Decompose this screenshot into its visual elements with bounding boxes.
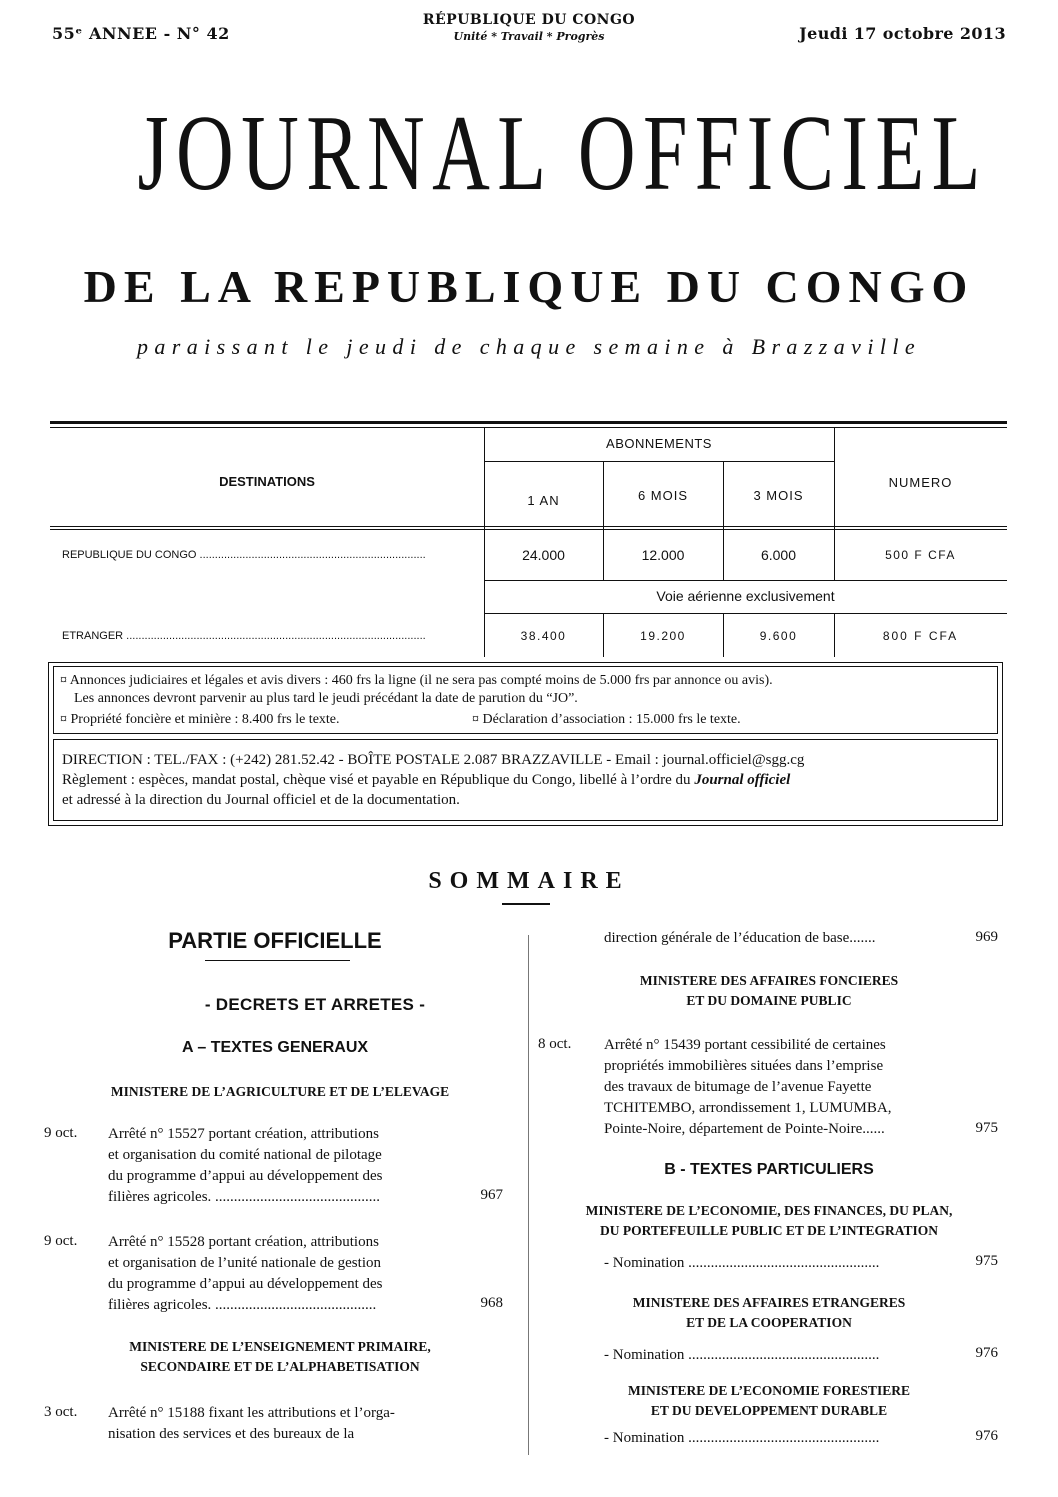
entry-date: 3 oct. [44,1404,78,1420]
toc-entry-15188 [108,1403,468,1445]
entry-line: du programme d’appui au développement des [108,1276,383,1292]
entry-line: Arrêté n° 15439 portant cessibilité de certaines [604,1037,886,1053]
sommaire-title: SOMMAIRE [428,868,630,894]
direction-payment [62,770,992,790]
destinations-header: DESTINATIONS [219,474,315,489]
page-number: 976 [975,1345,998,1361]
ministry-line: MINISTERE DE L’ENSEIGNEMENT PRIMAIRE, [129,1339,431,1354]
table-divider [484,461,835,462]
issue-number: 55ᵉ ANNEE - N° 42 [52,24,230,43]
toc-entry-15528 [108,1232,468,1316]
ministry-economie [534,1201,1004,1241]
notice-announcements: ¤ Annonces judiciaires et légales et avis divers : 460 frs la ligne (il ne sera pas compté moins de 5.000 frs par annonce ou avis). [60,673,773,688]
decrets-heading: - DECRETS ET ARRETES - [204,995,426,1014]
entry-line: propriétés immobilières situées dans l’emprise [604,1058,884,1074]
congo-6mois: 12.000 [641,547,685,563]
republic-name: RÉPUBLIQUE DU CONGO [422,12,636,28]
ministry-line: ET DU DOMAINE PUBLIC [686,993,852,1008]
ministry-affaires-etrangeres [534,1293,1004,1333]
ministry-line: DU PORTEFEUILLE PUBLIC ET DE L’INTEGRATION [600,1223,938,1238]
entry-date: 9 oct. [44,1125,78,1141]
toc-entry-15527 [108,1124,468,1208]
page-number: 976 [975,1428,998,1444]
ministry-line: ET DE LA COOPERATION [686,1315,852,1330]
congo-3mois: 6.000 [760,547,797,563]
journal-title: JOURNAL OFFICIEL [137,94,988,213]
etranger-numero: 800 F CFA [882,629,959,643]
ministry-enseignement [40,1337,520,1377]
page-number: 975 [975,1120,998,1136]
page-number: 975 [975,1253,998,1269]
congo-numero: 500 F CFA [885,548,956,562]
toc-entry-nomination: - Nomination ................................................... [604,1347,880,1363]
abonnements-header: ABONNEMENTS [606,436,712,451]
entry-line: Arrêté n° 15528 portant création, attributions [108,1234,379,1250]
direction-address: et adressé à la direction du Journal officiel et de la documentation. [62,792,460,808]
ministry-line: MINISTERE DES AFFAIRES FONCIERES [639,973,899,988]
table-divider [484,428,485,657]
col-3mois-header: 3 MOIS [753,488,804,503]
col-6mois-header: 6 MOIS [637,488,689,503]
etranger-3mois: 9.600 [759,629,798,643]
row-etranger-label: ETRANGER .................................................................................................. [62,630,426,642]
national-motto: Unité * Travail * Progrès [453,30,605,43]
entry-line: TCHITEMBO, arrondissement 1, LUMUMBA, [604,1100,892,1116]
issue-date: Jeudi 17 octobre 2013 [799,24,1006,43]
sommaire-rule [502,903,550,905]
entry-date: 8 oct. [538,1036,572,1052]
ministry-foncieres [534,971,1004,1011]
etranger-1an: 38.400 [520,629,567,643]
table-divider [50,526,1007,527]
air-mail-note: Voie aérienne exclusivement [656,588,835,604]
table-divider [484,580,1007,581]
toc-entry-nomination: - Nomination ................................................... [604,1430,880,1446]
entry-line: du programme d’appui au développement des [108,1168,383,1184]
entry-line: Arrêté n° 15527 portant création, attributions [108,1126,379,1142]
table-top-rule-thin [50,427,1007,428]
table-divider [484,613,1007,614]
page-number: 967 [480,1187,503,1203]
ministry-line: ET DU DEVELOPPEMENT DURABLE [650,1403,888,1418]
entry-line: Pointe-Noire, département de Pointe-Noire...... [604,1121,885,1137]
table-top-rule [50,421,1007,424]
col-1an-header: 1 AN [527,493,560,508]
republic-header [380,12,678,43]
textes-generaux-heading: A – TEXTES GENERAUX [181,1039,369,1056]
entry-line: Arrêté n° 15188 fixant les attributions et l’orga- [108,1405,395,1421]
notice-association: ¤ Déclaration d’association : 15.000 frs le texte. [472,712,741,727]
entry-line: des travaux de bitumage de l’avenue Fayette [604,1079,872,1095]
direction-contact: DIRECTION : TEL./FAX : (+242) 281.52.42 - BOÎTE POSTALE 2.087 BRAZZAVILLE - Email : journal.officiel@sgg.cg [62,752,805,768]
ministry-line: MINISTERE DES AFFAIRES ETRANGERES [632,1295,906,1310]
partie-officielle-heading: PARTIE OFFICIELLE [168,928,382,953]
congo-1an: 24.000 [522,547,565,563]
ministry-economie-forestiere [534,1381,1004,1421]
entry-line: filières agricoles. ........................................... [108,1297,377,1313]
payment-terms: Règlement : espèces, mandat postal, chèque visé et payable en République du Congo, libellé à l’ordre du [62,772,691,788]
notice-property: ¤ Propriété foncière et minière : 8.400 frs le texte. [60,712,340,727]
ministry-agriculture: MINISTERE DE L’AGRICULTURE ET DE L’ELEVAGE [110,1084,450,1099]
ministry-line: MINISTERE DE L’ECONOMIE FORESTIERE [628,1383,910,1398]
journal-subtitle: DE LA REPUBLIQUE DU CONGO [83,261,975,312]
page-number: 969 [975,929,998,945]
page-number: 968 [480,1295,503,1311]
toc-entry-nomination: - Nomination ................................................... [604,1255,880,1271]
table-divider [50,529,1007,530]
entry-date: 9 oct. [44,1233,78,1249]
row-congo-label: REPUBLIQUE DU CONGO .......................................................................... [62,549,426,561]
entry-line: et organisation du comité national de pilotage [108,1147,382,1163]
entry-line: filières agricoles. ............................................ [108,1189,381,1205]
numero-header: NUMERO [888,475,953,490]
ministry-line: SECONDAIRE ET DE L’ALPHABETISATION [140,1359,420,1374]
ministry-line: MINISTERE DE L’ECONOMIE, DES FINANCES, DU PLAN, [585,1203,953,1218]
notice-deadline: Les annonces devront parvenir au plus tard le jeudi précédant la date de parution du “JO”. [74,691,578,706]
toc-entry-continued: direction générale de l’éducation de base....... [604,930,876,946]
textes-particuliers-heading: B - TEXTES PARTICULIERS [664,1161,874,1178]
partie-rule [205,960,350,961]
journal-officiel-emphasis: Journal officiel [694,772,791,788]
entry-line: et organisation de l’unité nationale de gestion [108,1255,381,1271]
etranger-6mois: 19.200 [640,629,686,643]
journal-tagline: paraissant le jeudi de chaque semaine à Brazzaville [136,334,922,359]
toc-entry-15439 [604,1035,954,1140]
entry-line: nisation des services et des bureaux de la [108,1426,355,1442]
